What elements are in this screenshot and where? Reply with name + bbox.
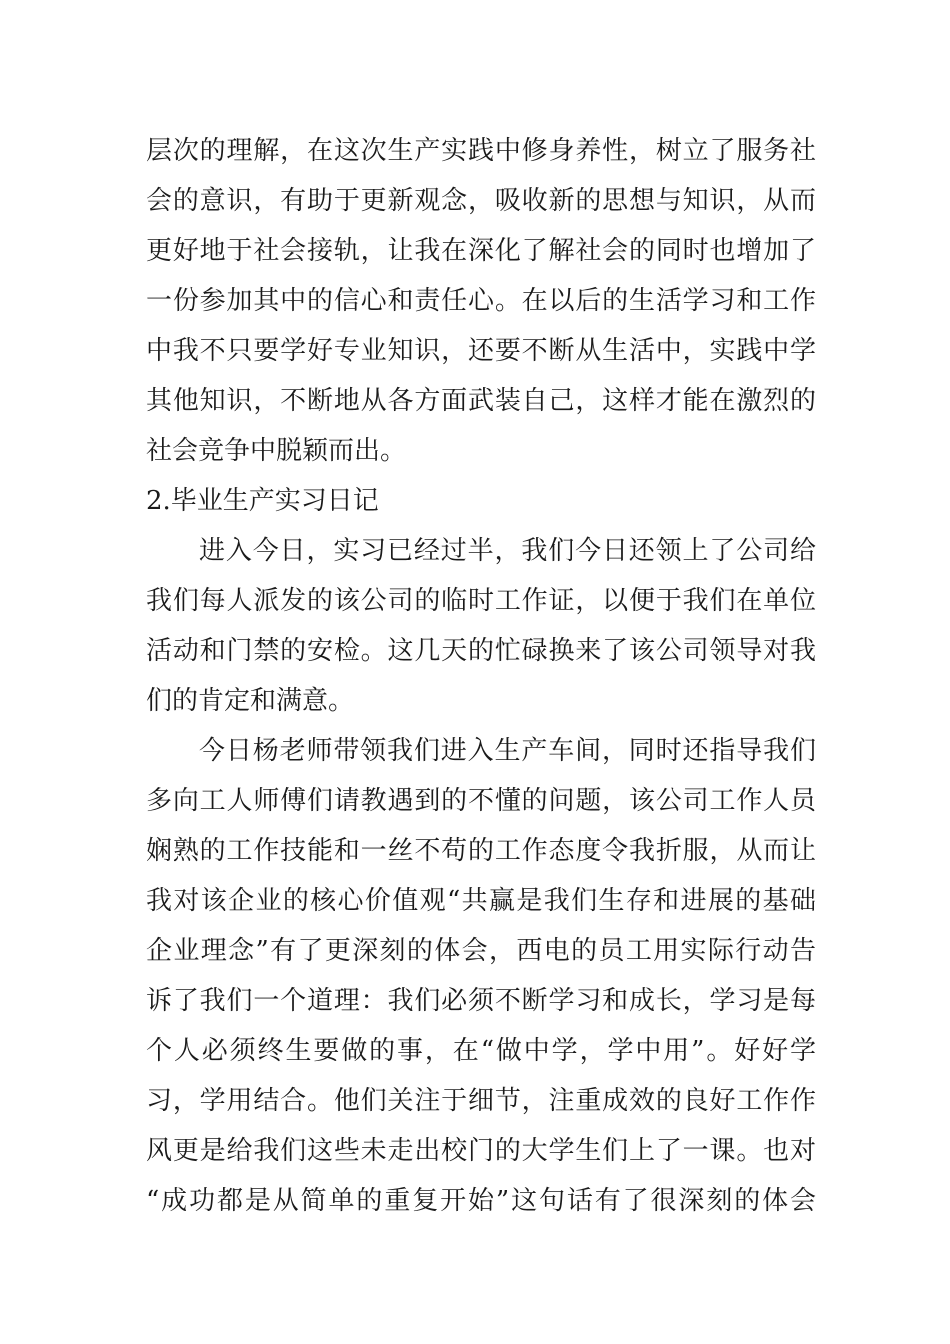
paragraph-line: 会的意识，有助于更新观念，吸收新的思想与知识，从而 (146, 186, 816, 216)
paragraph-line: 们的肯定和满意。 (146, 686, 355, 716)
paragraph-line: 企业理念”有了更深刻的体会，西电的员工用实际行动告 (146, 936, 816, 966)
paragraph-line: 中我不只要学好专业知识，还要不断从生活中，实践中学 (146, 336, 816, 366)
paragraph-line: 更好地于社会接轨，让我在深化了解社会的同时也增加了 (146, 236, 816, 266)
paragraph-line: 今日杨老师带领我们进入生产车间，同时还指导我们 (199, 736, 816, 766)
paragraph-line: 活动和门禁的安检。这几天的忙碌换来了该公司领导对我 (146, 636, 816, 666)
paragraph-line: 风更是给我们这些未走出校门的大学生们上了一课。也对 (146, 1136, 816, 1166)
paragraph-line: 个人必须终生要做的事，在“做中学，学中用”。好好学 (146, 1036, 816, 1066)
paragraph-line: 其他知识，不断地从各方面武装自己，这样才能在激烈的 (146, 386, 816, 416)
paragraph-line: 多向工人师傅们请教遇到的不懂的问题，该公司工作人员 (146, 786, 816, 816)
document-body (146, 126, 816, 1226)
paragraph-1 (146, 126, 816, 476)
paragraph-line: 社会竞争中脱颖而出。 (146, 436, 407, 466)
paragraph-line: 诉了我们一个道理：我们必须不断学习和成长，学习是每 (146, 986, 816, 1016)
paragraph-line: 娴熟的工作技能和一丝不苟的工作态度令我折服，从而让 (146, 836, 816, 866)
paragraph-line: 一份参加其中的信心和责任心。在以后的生活学习和工作 (146, 286, 816, 316)
paragraph-line: “成功都是从简单的重复开始”这句话有了很深刻的体会 (146, 1186, 816, 1216)
paragraph-3 (146, 726, 816, 1226)
section-heading: 2.毕业生产实习日记 (146, 486, 379, 516)
paragraph-line: 进入今日，实习已经过半，我们今日还领上了公司给 (199, 536, 816, 566)
paragraph-2 (146, 526, 816, 726)
paragraph-line: 我们每人派发的该公司的临时工作证，以便于我们在单位 (146, 586, 816, 616)
paragraph-line: 习，学用结合。他们关注于细节，注重成效的良好工作作 (146, 1086, 816, 1116)
paragraph-line: 层次的理解，在这次生产实践中修身养性，树立了服务社 (146, 136, 816, 166)
paragraph-line: 我对该企业的核心价值观“共赢是我们生存和进展的基础 (146, 886, 816, 916)
